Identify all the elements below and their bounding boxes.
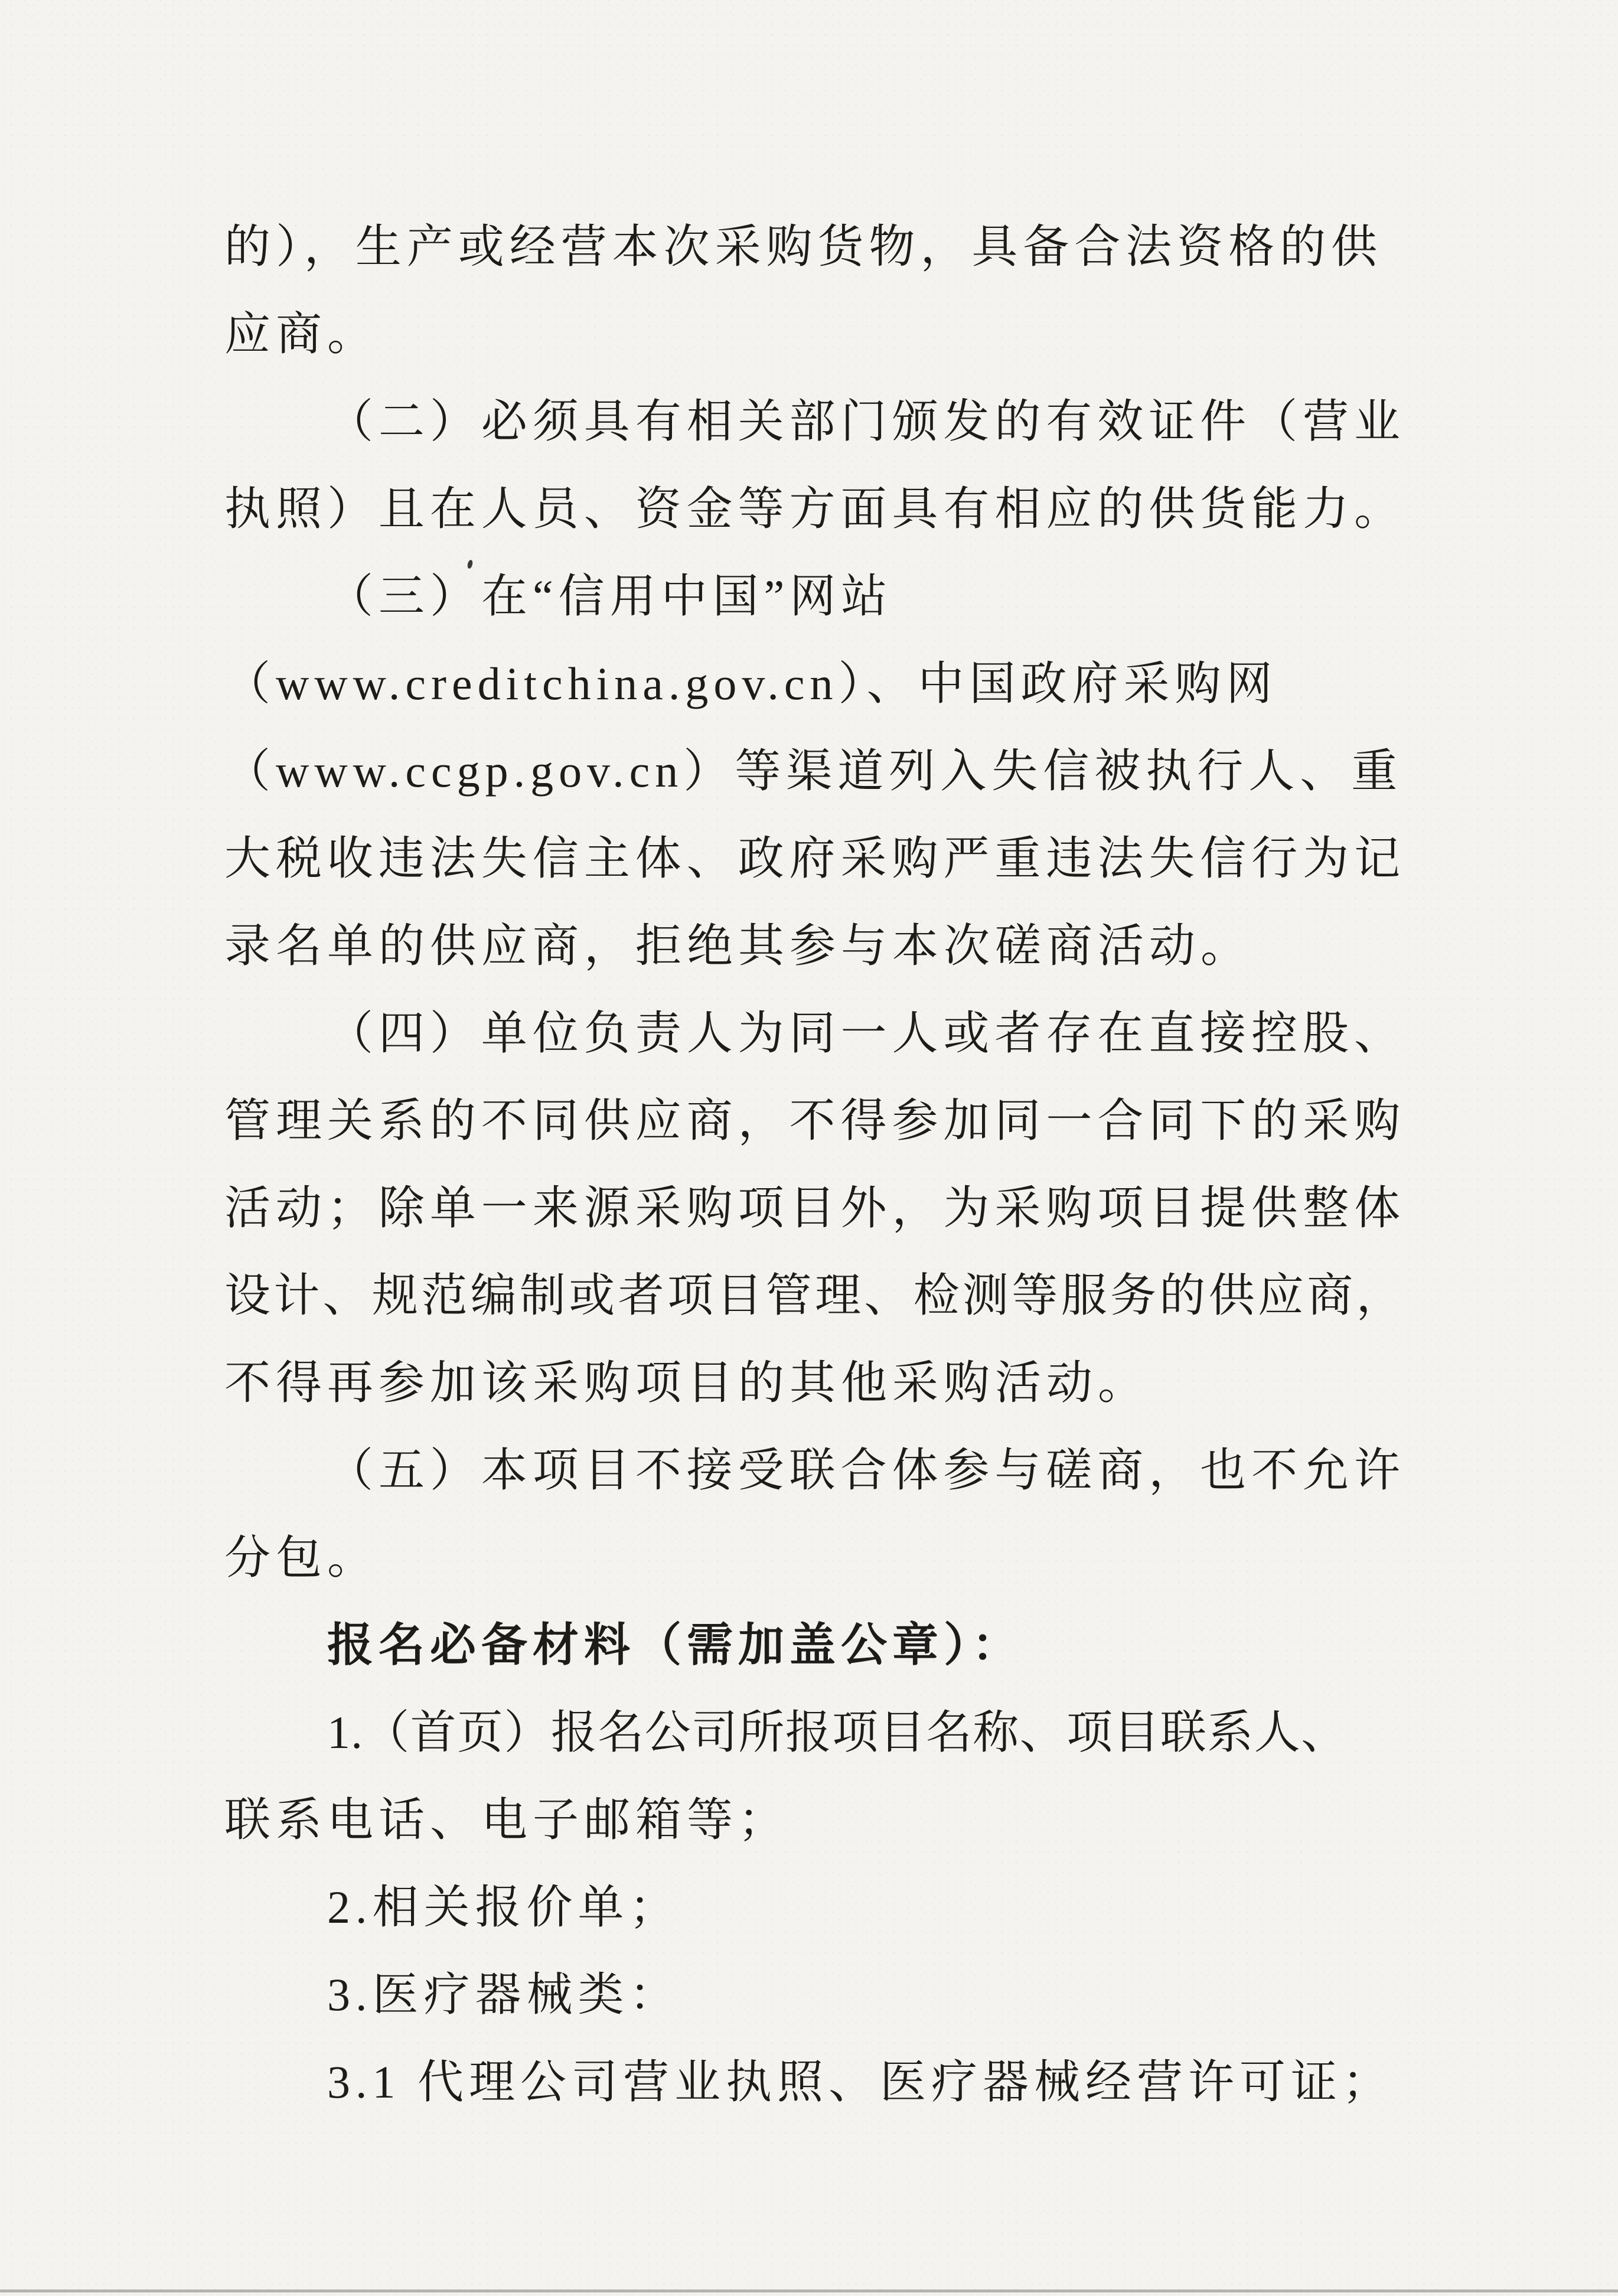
text-line-17: 报名必备材料（需加盖公章）：: [327, 1619, 1024, 1671]
text-line-16: 分包。: [224, 1532, 379, 1583]
text-line-20: 2.相关报价单；: [327, 1881, 681, 1933]
text-line-8: 大税收违法失信主体、政府采购严重违法失信行为记: [224, 833, 1406, 884]
text-line-2: 应商。: [224, 308, 379, 360]
text-line-6: （www.creditchina.gov.cn）、中国政府采购网: [224, 658, 1278, 709]
text-line-11: 管理关系的不同供应商，不得参加同一合同下的采购: [224, 1095, 1406, 1146]
text-line-18: 1.（首页）报名公司所报项目名称、项目联系人、: [327, 1707, 1348, 1758]
text-line-4: 执照）且在人员、资金等方面具有相应的供货能力。: [224, 483, 1406, 534]
text-line-21: 3.医疗器械类：: [327, 1969, 681, 2020]
text-line-19: 联系电话、电子邮箱等；: [224, 1794, 790, 1845]
text-line-5: （三）在“信用中国”网站: [327, 570, 893, 622]
text-line-15: （五）本项目不接受联合体参与磋商，也不允许: [327, 1444, 1405, 1496]
text-line-12: 活动；除单一来源采购项目外，为采购项目提供整体: [224, 1182, 1406, 1234]
text-line-13: 设计、规范编制或者项目管理、检测等服务的供应商，: [224, 1270, 1405, 1321]
text-line-14: 不得再参加该采购项目的其他采购活动。: [224, 1357, 1150, 1408]
text-line-3: （二）必须具有相关部门颁发的有效证件（营业: [327, 396, 1405, 447]
text-line-7: （www.ccgp.gov.cn）等渠道列入失信被执行人、重: [224, 745, 1403, 797]
text-line-22: 3.1 代理公司营业执照、医疗器械经营许可证；: [327, 2056, 1394, 2108]
text-line-1: 的），生产或经营本次采购货物，具备合法资格的供: [224, 221, 1383, 272]
scanner-edge-line: [0, 2290, 1618, 2292]
text-line-9: 录名单的供应商，拒绝其参与本次磋商活动。: [224, 920, 1252, 971]
text-line-10: （四）单位负责人为同一人或者存在直接控股、: [327, 1007, 1405, 1059]
